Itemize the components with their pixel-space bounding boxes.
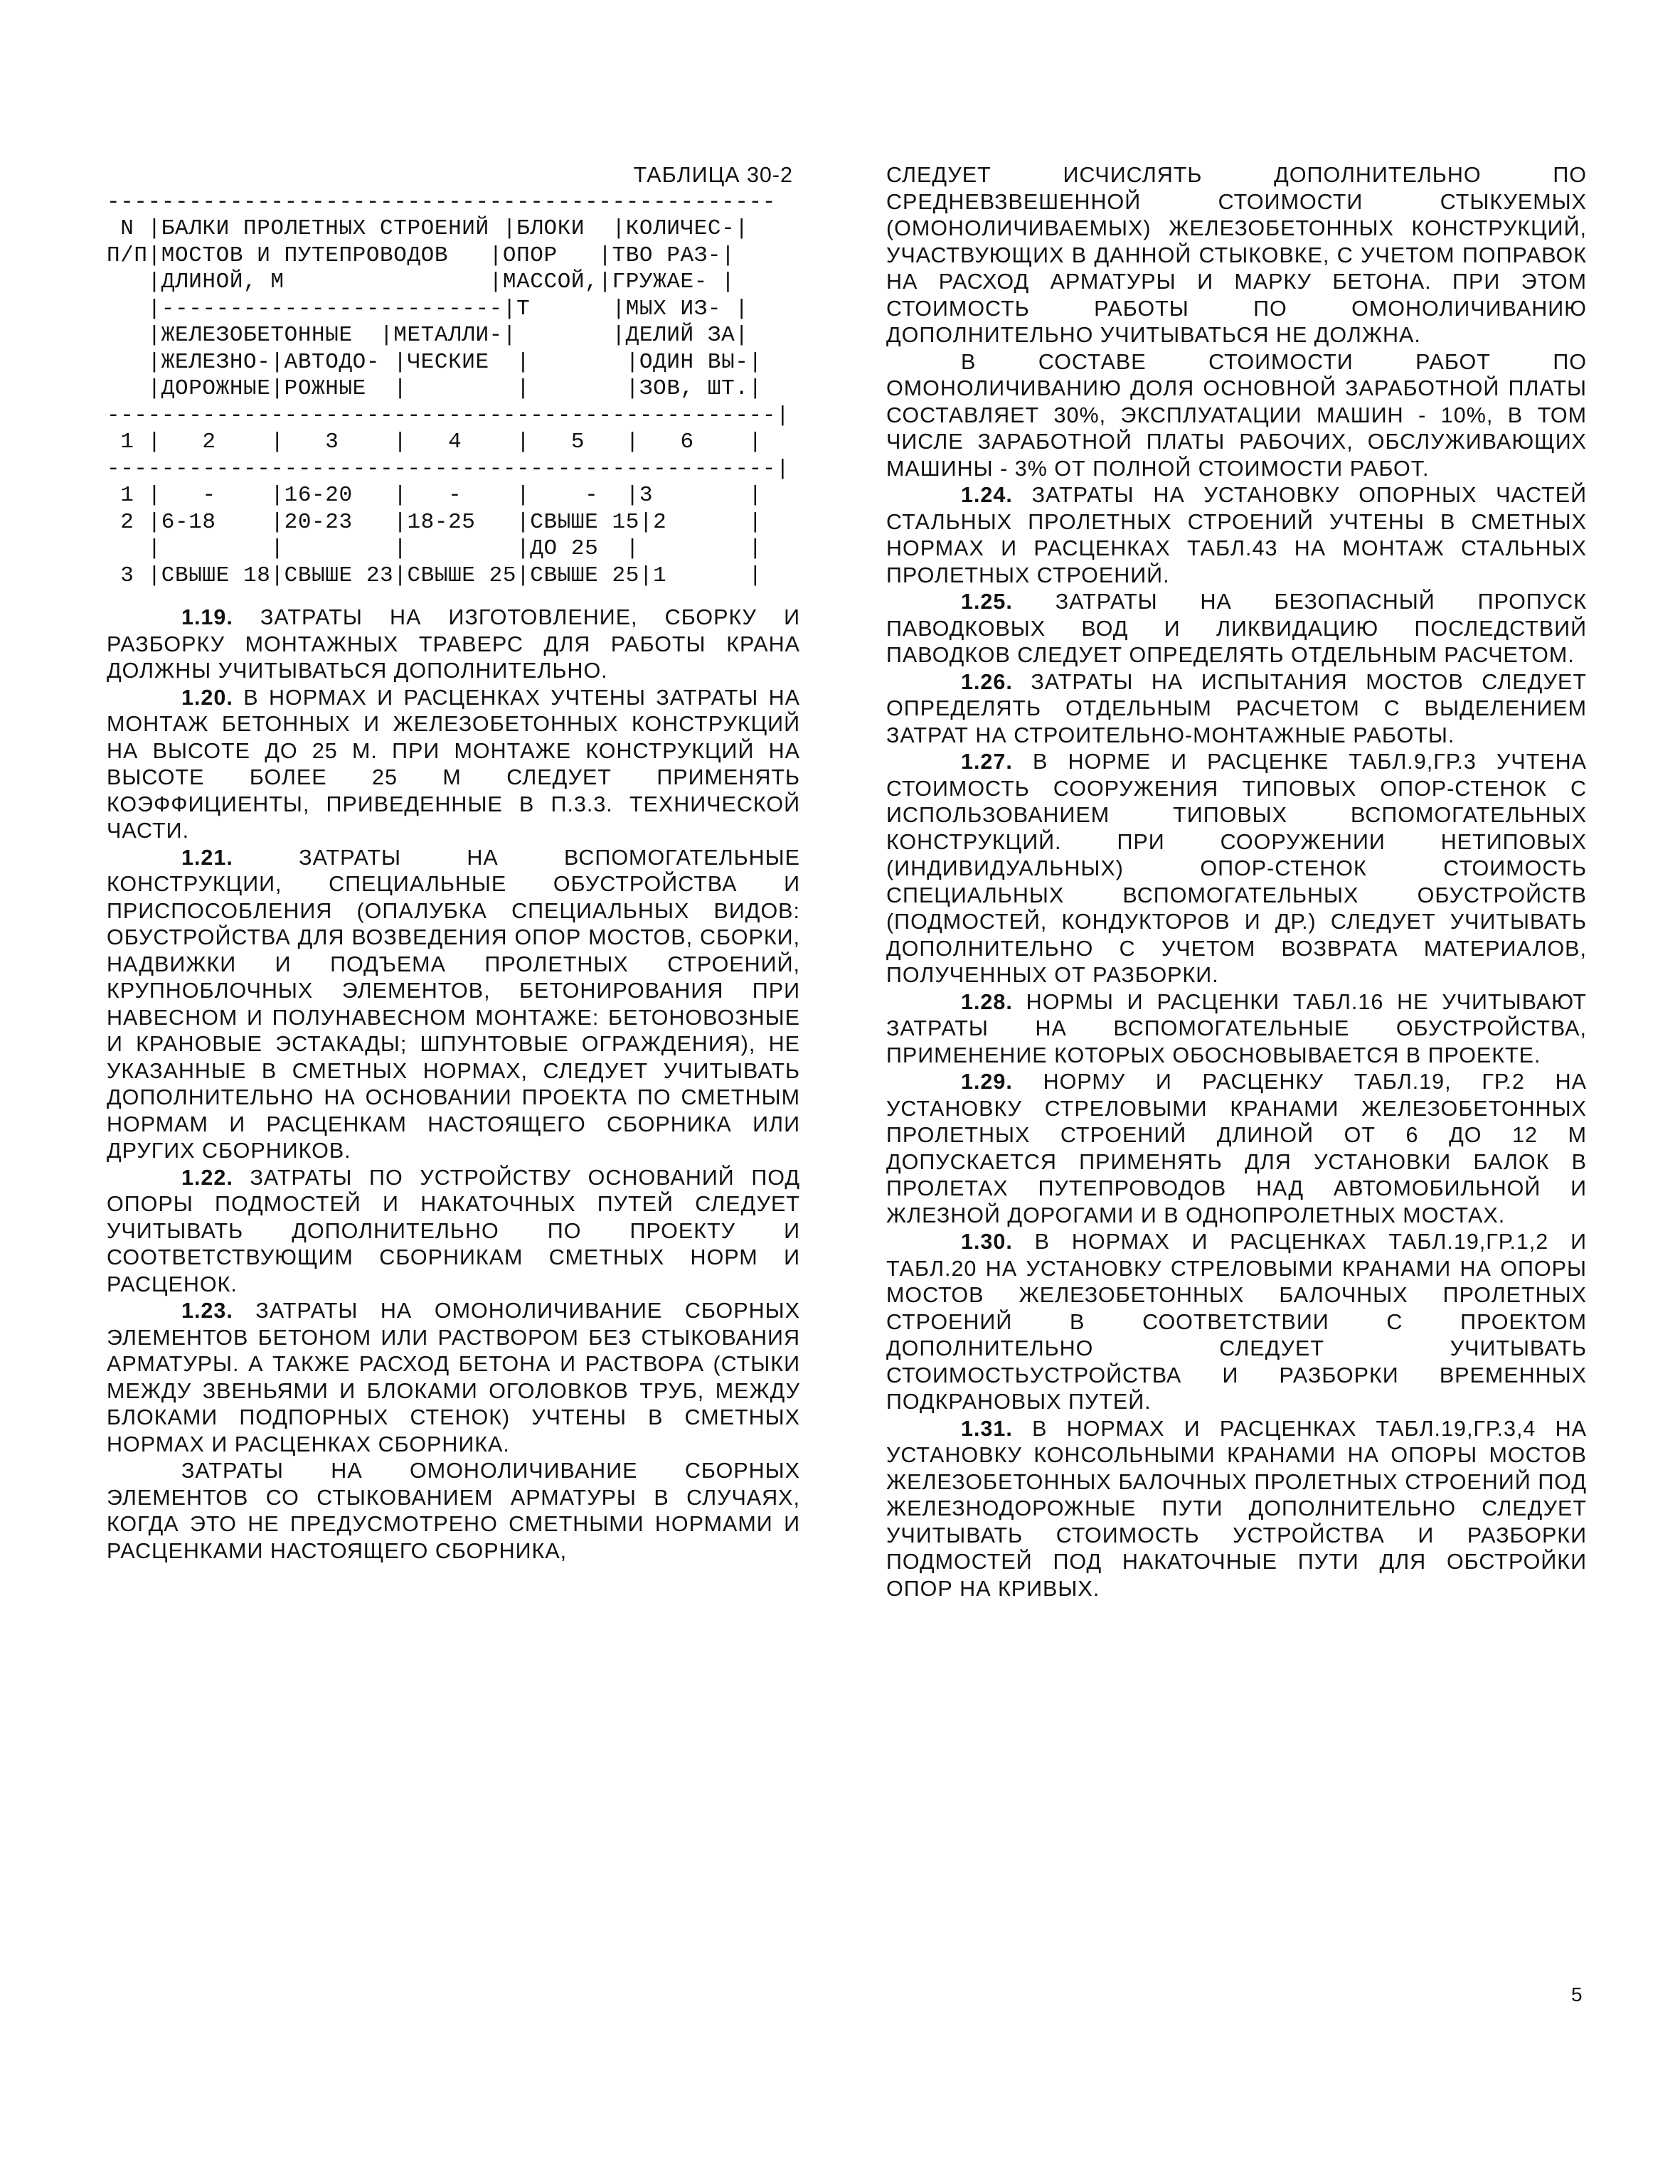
paragraph-continuation: СЛЕДУЕТ ИСЧИСЛЯТЬ ДОПОЛНИТЕЛЬНО ПО СРЕДНЕВЗВЕШЕННОЙ СТОИМОСТИ СТЫКУЕМЫХ (ОМОНОЛИЧИВАЕМЫХ) ЖЕЛЕЗОБЕТОННЫХ КОНСТРУКЦИЙ, УЧАСТВУЮЩИХ В ДАННОЙ СТЫКОВКЕ, С УЧЕТОМ ПОПРАВОК НА РАСХОД АРМАТУРЫ И МАРКУ БЕТОНА. ПРИ ЭТОМ СТОИМОСТЬ РАБОТЫ ПО ОМОНОЛИЧИВАНИЮ ДОПОЛНИТЕЛЬНО УЧИТЫВАТЬСЯ НЕ ДОЛЖНА. (886, 163, 1587, 347)
paragraph-1-19: 1.19. ЗАТРАТЫ НА ИЗГОТОВЛЕНИЕ, СБОРКУ И РАЗБОРКУ МОНТАЖНЫХ ТРАВЕРС ДЛЯ РАБОТЫ КРАНА ДОЛЖНЫ УЧИТЫВАТЬСЯ ДОПОЛНИТЕЛЬНО. (107, 605, 800, 683)
table-30-2: ------------------------------------------------- N |БАЛКИ ПРОЛЕТНЫХ СТРОЕНИЙ |БЛОКИ |КОЛИЧЕС-| П/П|МОСТОВ И ПУТЕПРОВОДОВ |ОПОР |ТВО РАЗ-| |ДЛИНОЙ, М |МАССОЙ,|ГРУЖАЕ- | |-------------------------|Т |МЫХ ИЗ- | |ЖЕЛЕЗОБЕТОННЫЕ |МЕТАЛЛИ-| |ДЕЛИЙ ЗА| |ЖЕЛЕЗНО-|АВТОДО- |ЧЕСКИЕ | |ОДИН ВЫ-| |ДОРОЖНЫЕ|РОЖНЫЕ | | |ЗОВ, ШТ.| -------------------------------------------------| 1 | 2 | 3 | 4 | 5 | 6 | -------------------------------------------------| 1 | - |16-20 | - | - |3 | 2 |6-18 |20-23 |18-25 |СВЫШЕ 15|2 | | | | |ДО 25 | | 3 |СВЫШЕ 18|СВЫШЕ 23|СВЫШЕ 25|СВЫШЕ 25|1 | (107, 189, 790, 588)
paragraph-1-31: 1.31. В НОРМАХ И РАСЦЕНКАХ ТАБЛ.19,ГР.3,4 НА УСТАНОВКУ КОНСОЛЬНЫМИ КРАНАМИ НА ОПОРЫ МОСТОВ ЖЕЛЕЗОБЕТОННЫХ БАЛОЧНЫХ ПРОЛЕТНЫХ СТРОЕНИЙ ПОД ЖЕЛЕЗНОДОРОЖНЫЕ ПУТИ ДОПОЛНИТЕЛЬНО СЛЕДУЕТ УЧИТЫВАТЬ СТОИМОСТЬ УСТРОЙСТВА И РАЗБОРКИ ПОДМОСТЕЙ ПОД НАКАТОЧНЫЕ ПУТИ ДЛЯ ОБСТРОЙКИ ОПОР НА КРИВЫХ. (886, 1416, 1587, 1601)
page-number: 5 (1571, 1983, 1583, 2005)
paragraph-1-23-continued: ЗАТРАТЫ НА ОМОНОЛИЧИВАНИЕ СБОРНЫХ ЭЛЕМЕНТОВ СО СТЫКОВАНИЕМ АРМАТУРЫ В СЛУЧАЯХ, КОГДА ЭТО НЕ ПРЕДУСМОТРЕНО СМЕТНЫМИ НОРМАМИ И РАСЦЕНКАМИ НАСТОЯЩЕГО СБОРНИКА, (107, 1459, 800, 1563)
paragraph-1-25: 1.25. ЗАТРАТЫ НА БЕЗОПАСНЫЙ ПРОПУСК ПАВОДКОВЫХ ВОД И ЛИКВИДАЦИЮ ПОСЛЕДСТВИЙ ПАВОДКОВ СЛЕДУЕТ ОПРЕДЕЛЯТЬ ОТДЕЛЬНЫМ РАСЧЕТОМ. (886, 590, 1587, 667)
paragraph-1-28: 1.28. НОРМЫ И РАСЦЕНКИ ТАБЛ.16 НЕ УЧИТЫВАЮТ ЗАТРАТЫ НА ВСПОМОГАТЕЛЬНЫЕ ОБУСТРОЙСТВА, ПРИМЕНЕНИЕ КОТОРЫХ ОБОСНОВЫВАЕТСЯ В ПРОЕКТЕ. (886, 989, 1587, 1067)
paragraph-1-26: 1.26. ЗАТРАТЫ НА ИСПЫТАНИЯ МОСТОВ СЛЕДУЕТ ОПРЕДЕЛЯТЬ ОТДЕЛЬНЫМ РАСЧЕТОМ С ВЫДЕЛЕНИЕМ ЗАТРАТ НА СТРОИТЕЛЬНО-МОНТАЖНЫЕ РАБОТЫ. (886, 669, 1587, 747)
paragraph-1-24: 1.24. ЗАТРАТЫ НА УСТАНОВКУ ОПОРНЫХ ЧАСТЕЙ СТАЛЬНЫХ ПРОЛЕТНЫХ СТРОЕНИЙ УЧТЕНЫ В СМЕТНЫХ НОРМАХ И РАСЦЕНКАХ ТАБЛ.43 НА МОНТАЖ СТАЛЬНЫХ ПРОЛЕТНЫХ СТРОЕНИЙ. (886, 483, 1587, 587)
paragraph-1-27: 1.27. В НОРМЕ И РАСЦЕНКЕ ТАБЛ.9,ГР.3 УЧТЕНА СТОИМОСТЬ СООРУЖЕНИЯ ТИПОВЫХ ОПОР-СТЕНОК С ИСПОЛЬЗОВАНИЕМ ТИПОВЫХ ВСПОМОГАТЕЛЬНЫХ КОНСТРУКЦИЙ. ПРИ СООРУЖЕНИИ НЕТИПОВЫХ (ИНДИВИДУАЛЬНЫХ) ОПОР-СТЕНОК СТОИМОСТЬ СПЕЦИАЛЬНЫХ ВСПОМОГАТЕЛЬНЫХ ОБУСТРОЙСТВ (ПОДМОСТЕЙ, КОНДУКТОРОВ И ДР.) СЛЕДУЕТ УЧИТЫВАТЬ ДОПОЛНИТЕЛЬНО С УЧЕТОМ ВОЗВРАТА МАТЕРИАЛОВ, ПОЛУЧЕННЫХ ОТ РАЗБОРКИ. (886, 750, 1587, 987)
paragraph-1-29: 1.29. НОРМУ И РАСЦЕНКУ ТАБЛ.19, ГР.2 НА УСТАНОВКУ СТРЕЛОВЫМИ КРАНАМИ ЖЕЛЕЗОБЕТОННЫХ ПРОЛЕТНЫХ СТРОЕНИЙ ДЛИНОЙ ОТ 6 ДО 12 М ДОПУСКАЕТСЯ ПРИМЕНЯТЬ ДЛЯ УСТАНОВКИ БАЛОК В ПРОЛЕТАХ ПУТЕПРОВОДОВ НАД АВТОМОБИЛЬНОЙ И ЖЛЕЗНОЙ ДОРОГАМИ И В ОДНОПРОЛЕТНЫХ МОСТАХ. (886, 1070, 1587, 1227)
table-caption: ТАБЛИЦА 30-2 (633, 163, 793, 187)
right-column (886, 162, 1587, 1602)
paragraph-1-21: 1.21. ЗАТРАТЫ НА ВСПОМОГАТЕЛЬНЫЕ КОНСТРУКЦИИ, СПЕЦИАЛЬНЫЕ ОБУСТРОЙСТВА И ПРИСПОСОБЛЕНИЯ (ОПАЛУБКА СПЕЦИАЛЬНЫХ ВИДОВ: ОБУСТРОЙСТВА ДЛЯ ВОЗВЕДЕНИЯ ОПОР МОСТОВ, СБОРКИ, НАДВИЖКИ И ПОДЪЕМА ПРОЛЕТНЫХ СТРОЕНИЙ, КРУПНОБЛОЧНЫХ ЭЛЕМЕНТОВ, БЕТОНИРОВАНИЯ ПРИ НАВЕСНОМ И ПОЛУНАВЕСНОМ МОНТАЖЕ: БЕТОНОВОЗНЫЕ И КРАНОВЫЕ ЭСТАКАДЫ; ШПУНТОВЫЕ ОГРАЖДЕНИЯ), НЕ УКАЗАННЫЕ В СМЕТНЫХ НОРМАХ, СЛЕДУЕТ УЧИТЫВАТЬ ДОПОЛНИТЕЛЬНО НА ОСНОВАНИИ ПРОЕКТА ПО СМЕТНЫМ НОРМАМ И РАСЦЕНКАМ НАСТОЯЩЕГО СБОРНИКА ИЛИ ДРУГИХ СБОРНИКОВ. (107, 845, 800, 1163)
paragraph-1-30: 1.30. В НОРМАХ И РАСЦЕНКАХ ТАБЛ.19,ГР.1,2 И ТАБЛ.20 НА УСТАНОВКУ СТРЕЛОВЫМИ КРАНАМИ НА ОПОРЫ МОСТОВ ЖЕЛЕЗОБЕТОННЫХ БАЛОЧНЫХ ПРОЛЕТНЫХ СТРОЕНИЙ В СООТВЕТСТВИИ С ПРОЕКТОМ ДОПОЛНИТЕЛЬНО СЛЕДУЕТ УЧИТЫВАТЬ СТОИМОСТЬУСТРОЙСТВА И РАЗБОРКИ ВРЕМЕННЫХ ПОДКРАНОВЫХ ПУТЕЙ. (886, 1230, 1587, 1414)
paragraph-1-22: 1.22. ЗАТРАТЫ ПО УСТРОЙСТВУ ОСНОВАНИЙ ПОД ОПОРЫ ПОДМОСТЕЙ И НАКАТОЧНЫХ ПУТЕЙ СЛЕДУЕТ УЧИТЫВАТЬ ДОПОЛНИТЕЛЬНО ПО ПРОЕКТУ И СООТВЕТСТВУЮЩИМ СБОРНИКАМ СМЕТНЫХ НОРМ И РАСЦЕНОК. (107, 1165, 800, 1296)
paragraph-1-20: 1.20. В НОРМАХ И РАСЦЕНКАХ УЧТЕНЫ ЗАТРАТЫ НА МОНТАЖ БЕТОННЫХ И ЖЕЛЕЗОБЕТОННЫХ КОНСТРУКЦИЙ НА ВЫСОТЕ ДО 25 М. ПРИ МОНТАЖЕ КОНСТРУКЦИЙ НА ВЫСОТЕ БОЛЕЕ 25 М СЛЕДУЕТ ПРИМЕНЯТЬ КОЭФФИЦИЕНТЫ, ПРИВЕДЕННЫЕ В П.3.3. ТЕХНИЧЕСКОЙ ЧАСТИ. (107, 685, 800, 843)
paragraph-wage-share: В СОСТАВЕ СТОИМОСТИ РАБОТ ПО ОМОНОЛИЧИВАНИЮ ДОЛЯ ОСНОВНОЙ ЗАРАБОТНОЙ ПЛАТЫ СОСТАВЛЯЕТ 30%, ЭКСПЛУАТАЦИИ МАШИН - 10%, В ТОМ ЧИСЛЕ ЗАРАБОТНОЙ ПЛАТЫ РАБОЧИХ, ОБСЛУЖИВАЮЩИХ МАШИНЫ - 3% ОТ ПОЛНОЙ СТОИМОСТИ РАБОТ. (886, 349, 1587, 481)
left-column (107, 162, 800, 1565)
paragraph-1-23: 1.23. ЗАТРАТЫ НА ОМОНОЛИЧИВАНИЕ СБОРНЫХ ЭЛЕМЕНТОВ БЕТОНОМ ИЛИ РАСТВОРОМ БЕЗ СТЫКОВАНИЯ АРМАТУРЫ. А ТАКЖЕ РАСХОД БЕТОНА И РАСТВОРА (СТЫКИ МЕЖДУ ЗВЕНЬЯМИ И БЛОКАМИ ОГОЛОВКОВ ТРУБ, МЕЖДУ БЛОКАМИ ПОДПОРНЫХ СТЕНОК) УЧТЕНЫ В СМЕТНЫХ НОРМАХ И РАСЦЕНКАХ СБОРНИКА. (107, 1299, 800, 1456)
